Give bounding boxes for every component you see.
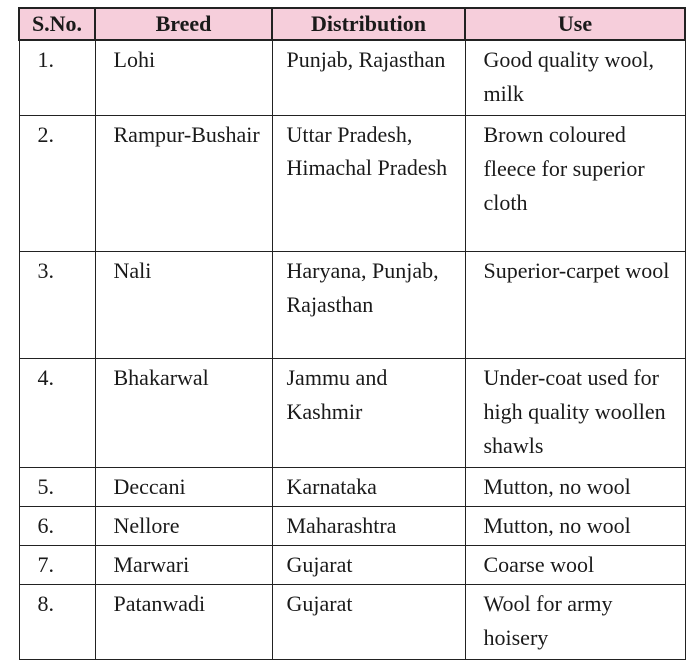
cell-use: Mutton, no wool: [465, 468, 685, 507]
cell-sno: 2.: [19, 116, 95, 252]
cell-sno: 8.: [19, 585, 95, 660]
cell-sno: 6.: [19, 507, 95, 546]
cell-breed: Patanwadi: [95, 585, 272, 660]
table-row: [19, 585, 685, 660]
cell-sno: 5.: [19, 468, 95, 507]
header-use: Use: [465, 8, 685, 40]
cell-use: Coarse wool: [465, 546, 685, 585]
cell-sno: 4.: [19, 359, 95, 468]
cell-distribution: Gujarat: [272, 546, 465, 585]
cell-distribution: Gujarat: [272, 585, 465, 660]
header-breed: Breed: [95, 8, 272, 40]
table-header-row: [19, 8, 685, 40]
cell-sno: 3.: [19, 252, 95, 359]
table-row: [19, 507, 685, 546]
table-row: [19, 468, 685, 507]
cell-use: Superior-carpet wool: [465, 252, 685, 359]
cell-breed: Nali: [95, 252, 272, 359]
cell-breed: Nellore: [95, 507, 272, 546]
table-row: [19, 546, 685, 585]
cell-distribution: Haryana, Punjab, Rajasthan: [272, 252, 465, 359]
cell-distribution: Maharashtra: [272, 507, 465, 546]
cell-use: Mutton, no wool: [465, 507, 685, 546]
cell-breed: Lohi: [95, 40, 272, 116]
cell-distribution: Jammu and Kashmir: [272, 359, 465, 468]
sheep-breeds-table-container: [18, 7, 684, 660]
header-distribution: Distribution: [272, 8, 465, 40]
cell-sno: 7.: [19, 546, 95, 585]
cell-breed: Deccani: [95, 468, 272, 507]
cell-use: Wool for army hoisery: [465, 585, 685, 660]
table-row: [19, 252, 685, 359]
cell-sno: 1.: [19, 40, 95, 116]
table-row: [19, 116, 685, 252]
cell-distribution: Karnataka: [272, 468, 465, 507]
cell-use: Under-coat used for high quality woollen shawls: [465, 359, 685, 468]
cell-distribution: Punjab, Rajasthan: [272, 40, 465, 116]
cell-breed: Marwari: [95, 546, 272, 585]
cell-use: Good quality wool, milk: [465, 40, 685, 116]
sheep-breeds-table: [18, 7, 686, 660]
header-sno: S.No.: [19, 8, 95, 40]
cell-breed: Rampur-Bushair: [95, 116, 272, 252]
cell-use: Brown coloured fleece for superior cloth: [465, 116, 685, 252]
table-row: [19, 359, 685, 468]
table-row: [19, 40, 685, 116]
cell-distribution: Uttar Pradesh, Himachal Pradesh: [272, 116, 465, 252]
cell-breed: Bhakarwal: [95, 359, 272, 468]
